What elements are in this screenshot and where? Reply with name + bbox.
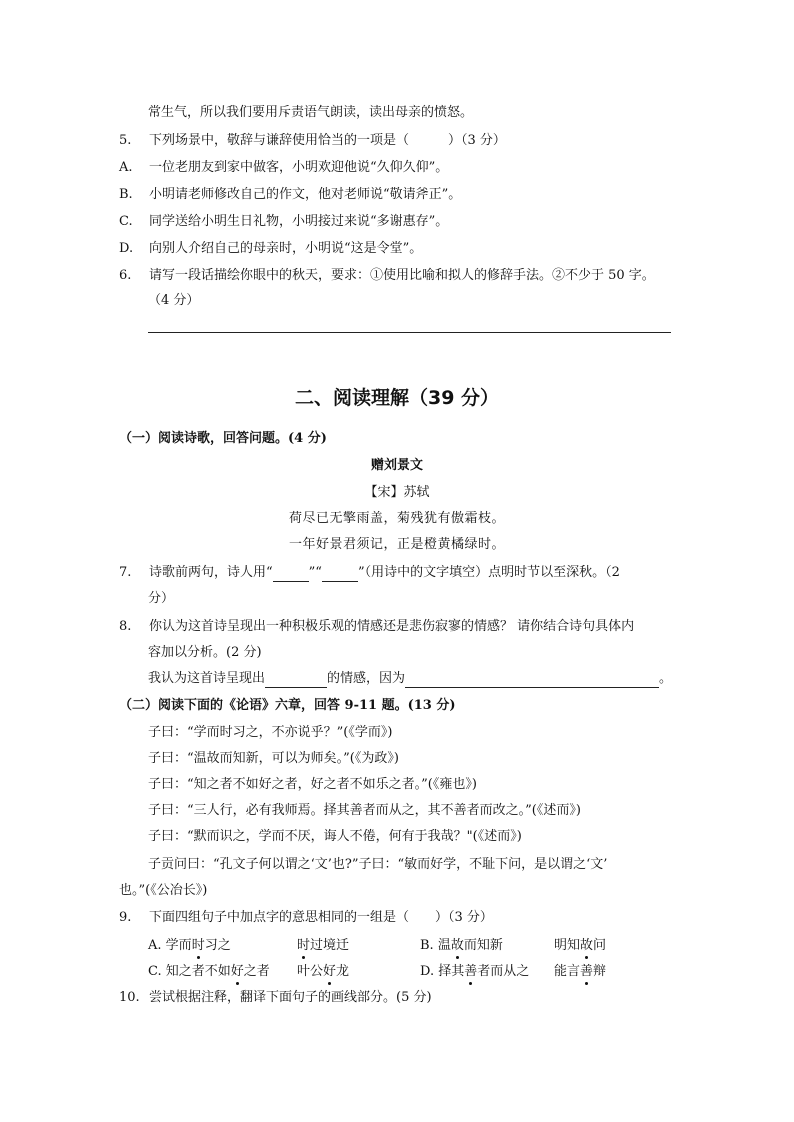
quote-1: 子曰：“学而时习之，不亦说乎？”(《学而》) [148,725,393,740]
option-part: 明知 [554,938,581,953]
question-text: 请写一段话描绘你眼中的秋天，要求：①使用比喻和拟人的修辞手法。②不少于 50 字。 [149,268,655,283]
q7-text-mid: ”“ [308,565,322,580]
option-part: 温 [437,938,451,953]
option-label: C. [119,214,133,229]
dotted-char: 善 [580,964,594,979]
dotted-char: 故 [450,938,464,953]
option-part: 过境迁 [310,938,350,953]
dotted-char: 时 [191,938,205,953]
fill-blank-2[interactable] [322,567,358,582]
option-part: 龙 [336,964,350,979]
option-part: 择其 [438,964,465,979]
q9-option-b-pair [554,937,606,955]
option-part: 习之 [204,938,231,953]
option-part: 知之者不如 [165,964,231,979]
option-text: 同学送给小明生日礼物，小明接过来说“多谢惠存”。 [149,214,449,229]
question-number: 7. [119,565,132,580]
option-part: 辩 [593,964,607,979]
question-text: 下列场景中，敬辞与谦辞使用恰当的一项是（ ）（3 分） [149,133,506,148]
fill-blank-reason[interactable] [405,673,659,688]
question-8-cont: 容加以分析。(2 分) [148,645,262,660]
answer-mid: 的情感，因为 [327,671,406,686]
answer-end: 。 [659,671,673,686]
option-label: A. [119,160,133,175]
option-text: 一位老朋友到家中做客，小明欢迎他说“久仰久仰”。 [149,160,449,175]
quote-2: 子曰：“温故而知新，可以为师矣。”(《为政》) [148,751,399,766]
option-part: 学而 [165,938,192,953]
option-label: A. [148,938,162,953]
option-part: 能言 [554,964,581,979]
dotted-char: 故 [580,938,594,953]
quote-3: 子曰：“知之者不如好之者，好之者不如乐之者。”(《雍也》) [148,777,477,792]
question-number: 5. [119,133,132,148]
option-part: 之者 [243,964,270,979]
fill-blank-emotion[interactable] [265,673,327,688]
q9-option-d [420,963,529,981]
question-score: （4 分） [148,293,200,308]
poem-author: 【宋】苏轼 [364,485,430,500]
option-label: D. [420,964,435,979]
q9-option-b [420,937,503,955]
option-label: D. [119,241,134,256]
question-text: 你认为这首诗呈现出一种积极乐观的情感还是悲伤寂寥的情感？ 请你结合诗句具体内 [149,619,635,634]
quote-5: 子曰：“默而识之，学而不厌，诲人不倦，何有于我哉？"(《述而》) [148,829,522,844]
question-text: 尝试根据注释，翻译下面句子的画线部分。(5 分) [149,990,432,1005]
dotted-char: 好 [230,964,244,979]
quote-6: 子贡问曰：“孔文子何以谓之‘文’也?”子曰：“敏而好学，不耻下问，是以谓之‘文’ [148,857,608,872]
question-7-cont: 分） [148,591,175,606]
question-text: 下面四组句子中加点字的意思相同的一组是（ ）（3 分） [149,910,493,925]
option-text: 小明请老师修改自己的作文，他对老师说“敬请斧正”。 [149,187,462,202]
part-1-heading: （一）阅读诗歌，回答问题。(4 分) [119,431,327,446]
q7-text-pre: 诗歌前两句，诗人用“ [149,565,273,580]
dotted-char: 时 [297,938,311,953]
question-number: 10. [119,990,140,1005]
question-number: 9. [119,910,132,925]
option-part: 而知新 [463,938,503,953]
q9-option-a [148,937,231,955]
poem-line-1: 荷尽已无擎雨盖，菊残犹有傲霜枝。 [288,511,505,526]
q9-option-d-pair [554,963,606,981]
q9-option-c-pair [297,963,349,981]
dotted-char: 善 [464,964,478,979]
q7-text-post: ”（用诗中的文字填空）点明时节以至深秋。（2 [357,565,620,580]
option-label: B. [119,187,133,202]
q9-option-a-pair [297,937,349,955]
answer-line[interactable] [148,332,671,333]
option-label: C. [148,964,162,979]
question-text [149,564,620,582]
option-part: 叶公 [297,964,324,979]
poem-line-2: 一年好景君须记，正是橙黄橘绿时。 [288,537,505,552]
option-part: 者而从之 [477,964,530,979]
quote-6-cont: 也。”(《公冶长》) [119,883,208,898]
q9-option-c [148,963,270,981]
question-number: 8. [119,619,132,634]
option-text: 向别人介绍自己的母亲时，小明说“这是令堂”。 [149,241,423,256]
quote-4: 子曰：“三人行，必有我师焉。择其善者而从之，其不善者而改之。”(《述而》) [148,803,581,818]
continued-text: 常生气，所以我们要用斥责语气朗读，读出母亲的愤怒。 [148,105,474,120]
answer-pre: 我认为这首诗呈现出 [148,671,266,686]
question-number: 6. [119,268,132,283]
dotted-char: 好 [323,964,337,979]
part-2-heading: （二）阅读下面的《论语》六章，回答 9-11 题。(13 分) [119,698,456,713]
answer-sentence [148,670,672,688]
section-title: 二、阅读理解（39 分） [294,387,500,409]
fill-blank-1[interactable] [273,567,309,582]
option-label: B. [420,938,434,953]
option-part: 问 [593,938,607,953]
poem-title: 赠刘景文 [370,458,423,473]
